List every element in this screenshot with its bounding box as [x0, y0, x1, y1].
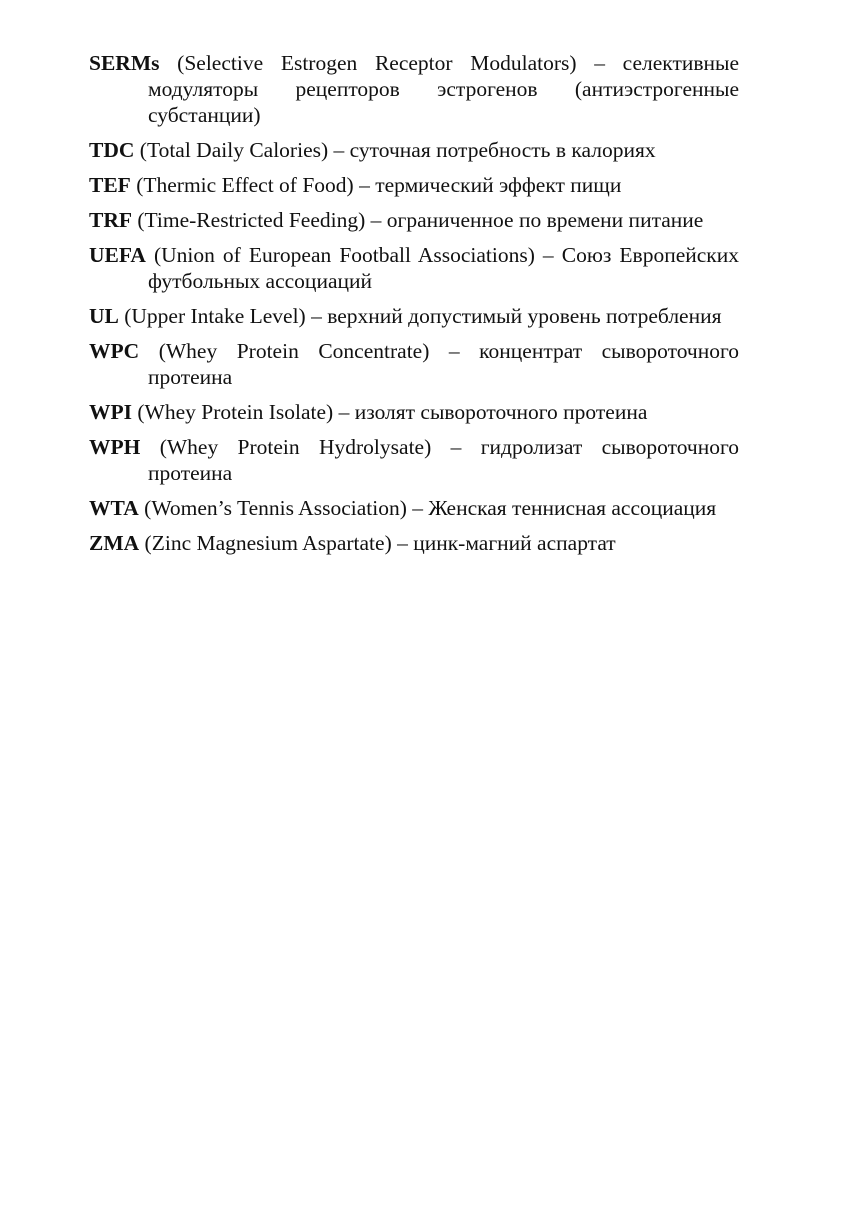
glossary-entry-tef	[89, 172, 739, 198]
glossary-definition: (Whey Protein Concentrate) – концентрат сывороточного протеина	[139, 339, 739, 389]
glossary-definition: (Upper Intake Level) – верхний допустимый уровень потребления	[118, 304, 722, 328]
glossary-entry-wpc	[89, 338, 739, 390]
glossary-entry-wph	[89, 434, 739, 486]
glossary-term: ZMA	[89, 531, 140, 555]
glossary-definition: (Whey Protein Isolate) – изолят сывороточного протеина	[132, 400, 648, 424]
glossary-entry-zma	[89, 530, 739, 556]
glossary-entry-ul	[89, 303, 739, 329]
glossary-term: TRF	[89, 208, 132, 232]
glossary-definition: (Whey Protein Hydrolysate) – гидролизат сывороточного протеина	[140, 435, 739, 485]
glossary-definition: (Time-Restricted Feeding) – ограниченное по времени питание	[132, 208, 704, 232]
glossary-term: UEFA	[89, 243, 146, 267]
glossary-term: TDC	[89, 138, 135, 162]
glossary-entry-tdc	[89, 137, 739, 163]
glossary-term: WTA	[89, 496, 139, 520]
glossary-term: WPI	[89, 400, 132, 424]
glossary-term: WPC	[89, 339, 140, 363]
glossary-term: SERMs	[89, 51, 160, 75]
glossary-entry-uefa	[89, 242, 739, 294]
glossary-definition: (Selective Estrogen Receptor Modulators) – селективные модуляторы рецепторов эстрогенов (антиэстрогенные субстанции)	[148, 51, 739, 127]
glossary-entry-serms	[89, 50, 739, 128]
glossary-page	[89, 50, 739, 565]
glossary-entry-wpi	[89, 399, 739, 425]
glossary-definition: (Union of European Football Associations) – Союз Европейских футбольных ассоциаций	[145, 243, 739, 293]
glossary-term: UL	[89, 304, 119, 328]
glossary-definition: (Women’s Tennis Association) – Женская теннисная ассоциация	[138, 496, 717, 520]
glossary-entry-trf	[89, 207, 739, 233]
glossary-term: WPH	[89, 435, 141, 459]
glossary-definition: (Thermic Effect of Food) – термический эффект пищи	[130, 173, 622, 197]
glossary-definition: (Zinc Magnesium Aspartate) – цинк-магний аспартат	[139, 531, 616, 555]
glossary-term: TEF	[89, 173, 131, 197]
glossary-definition: (Total Daily Calories) – суточная потребность в калориях	[134, 138, 656, 162]
glossary-entry-wta	[89, 495, 739, 521]
